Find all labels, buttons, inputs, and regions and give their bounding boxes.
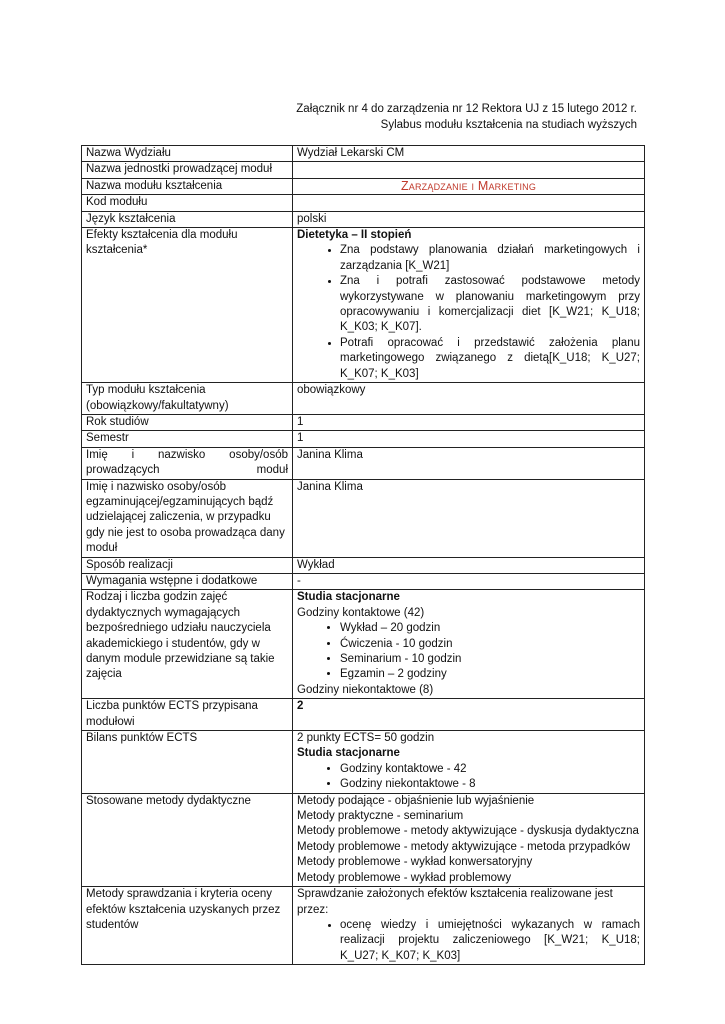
ects-balance (293, 731, 645, 794)
non-contact-hours: Godziny niekontaktowe (8) (297, 683, 434, 696)
row-label: Efekty kształcenia dla modułu kształcenia* (82, 228, 293, 383)
row-value (293, 195, 645, 211)
row-value: Wydział Lekarski CM (293, 146, 645, 162)
ects-heading: Studia stacjonarne (297, 747, 400, 760)
assessment-intro: Sprawdzanie założonych efektów kształcenia realizowane jest przez: (297, 888, 613, 916)
table-row (82, 557, 645, 573)
table-row (82, 195, 645, 211)
row-label: Sposób realizacji (82, 557, 293, 573)
list-item: • Zna podstawy planowania działań marketingowych i zarządzania [K_W21] (340, 243, 640, 274)
list-item: • Godziny niekontaktowe - 8 (340, 777, 640, 792)
list-item: • Godziny kontaktowe - 42 (340, 762, 640, 777)
method-line: Metody problemowe - wykład problemowy (297, 871, 512, 884)
table-row (82, 479, 645, 557)
table-row (82, 431, 645, 447)
table-row (82, 699, 645, 731)
row-value (293, 162, 645, 178)
hours-list (297, 621, 640, 683)
table-row (82, 793, 645, 886)
outcomes-heading: Dietetyka – II stopień (297, 229, 412, 242)
row-label: Nazwa Wydziału (82, 146, 293, 162)
method-line: Metody praktyczne - seminarium (297, 810, 464, 823)
row-value: obowiązkowy (293, 383, 645, 415)
row-label: Kod modułu (82, 195, 293, 211)
row-value: Wykład (293, 557, 645, 573)
list-item: • Ćwiczenia - 10 godzin (340, 637, 640, 652)
row-value: Janina Klima (293, 479, 645, 557)
contact-hours: Godziny kontaktowe (42) (297, 606, 425, 619)
table-row (82, 573, 645, 589)
row-value: - (293, 573, 645, 589)
row-value: Janina Klima (293, 447, 645, 479)
list-item: • Potrafi opracować i przedstawić założenia planu marketingowego związanego z dietą[K_U18; K_U27; K_K07; K_K03] (340, 336, 640, 382)
list-item: • Zna i potrafi zastosować podstawowe metody wykorzystywane w planowaniu marketingowym przy opracowywaniu i komercjalizacji diet [K_W21; K_U18; K_K03; K_K07]. (340, 274, 640, 336)
row-label: Typ modułu kształcenia (obowiązkowy/fakultatywny) (82, 383, 293, 415)
row-label: Imię i nazwisko osoby/osób egzaminującej/egzaminujących bądź udzielającej zaliczenia, w przypadku gdy nie jest to osoba prowadząca dany moduł (82, 479, 293, 557)
header-line-1: Załącznik nr 4 do zarządzenia nr 12 Rektora UJ z 15 lutego 2012 r. (296, 103, 637, 115)
row-label: Imię i nazwisko osoby/osób prowadzących moduł (82, 447, 293, 479)
table-row (82, 887, 645, 965)
table-row (82, 447, 645, 479)
header-line-2: Sylabus modułu kształcenia na studiach wyższych (380, 118, 637, 131)
row-label: Nazwa modułu kształcenia (82, 178, 293, 194)
ects-value: 2 (293, 699, 645, 731)
row-label: Rodzaj i liczba godzin zajęć dydaktycznych wymagających bezpośredniego udziału nauczyciela akademickiego i studentów, gdy w danym module przewidziane są takie zajęcia (82, 590, 293, 699)
row-label: Rok studiów (82, 414, 293, 430)
list-item: • Egzamin – 2 godziny (340, 667, 640, 682)
table-row (82, 211, 645, 227)
ects-total: 2 punkty ECTS= 50 godzin (297, 732, 435, 745)
document-header (296, 102, 637, 133)
list-item: • ocenę wiedzy i umiejętności wykazanych w ramach realizacji projektu zaliczeniowego [K_W21; K_U18; K_U27; K_K07; K_K03] (340, 918, 640, 964)
row-label: Język kształcenia (82, 211, 293, 227)
row-label: Wymagania wstępne i dodatkowe (82, 573, 293, 589)
assessment-methods (293, 887, 645, 965)
row-label: Nazwa jednostki prowadzącej moduł (82, 162, 293, 178)
table-row (82, 590, 645, 699)
table-row (82, 162, 645, 178)
list-item: • Seminarium - 10 godzin (340, 652, 640, 667)
teaching-methods (293, 793, 645, 886)
row-value: 1 (293, 431, 645, 447)
learning-outcomes (293, 228, 645, 383)
table-row (82, 414, 645, 430)
row-label: Bilans punktów ECTS (82, 731, 293, 794)
row-value: 1 (293, 414, 645, 430)
ects-list (297, 762, 640, 793)
outcomes-list (297, 243, 640, 382)
method-line: Metody podające - objaśnienie lub wyjaśnienie (297, 794, 535, 807)
list-item: • Wykład – 20 godzin (340, 621, 640, 636)
assessment-list (297, 918, 640, 964)
table-row (82, 146, 645, 162)
method-line: Metody problemowe - metody aktywizujące - metoda przypadków (297, 840, 631, 853)
row-label: Liczba punktów ECTS przypisana modułowi (82, 699, 293, 731)
row-label: Metody sprawdzania i kryteria oceny efektów kształcenia uzyskanych przez studentów (82, 887, 293, 965)
row-label: Semestr (82, 431, 293, 447)
hours-breakdown (293, 590, 645, 699)
row-label: Stosowane metody dydaktyczne (82, 793, 293, 886)
row-value: polski (293, 211, 645, 227)
method-line: Metody problemowe - metody aktywizujące - dyskusja dydaktyczna (297, 825, 639, 838)
hours-heading: Studia stacjonarne (297, 591, 400, 604)
table-row (82, 383, 645, 415)
table-row (82, 731, 645, 794)
table-row (82, 178, 645, 194)
syllabus-table (81, 145, 645, 965)
table-row (82, 228, 645, 383)
module-title: Zarządzanie i Marketing (293, 178, 645, 194)
method-line: Metody problemowe - wykład konwersatoryjny (297, 856, 533, 869)
